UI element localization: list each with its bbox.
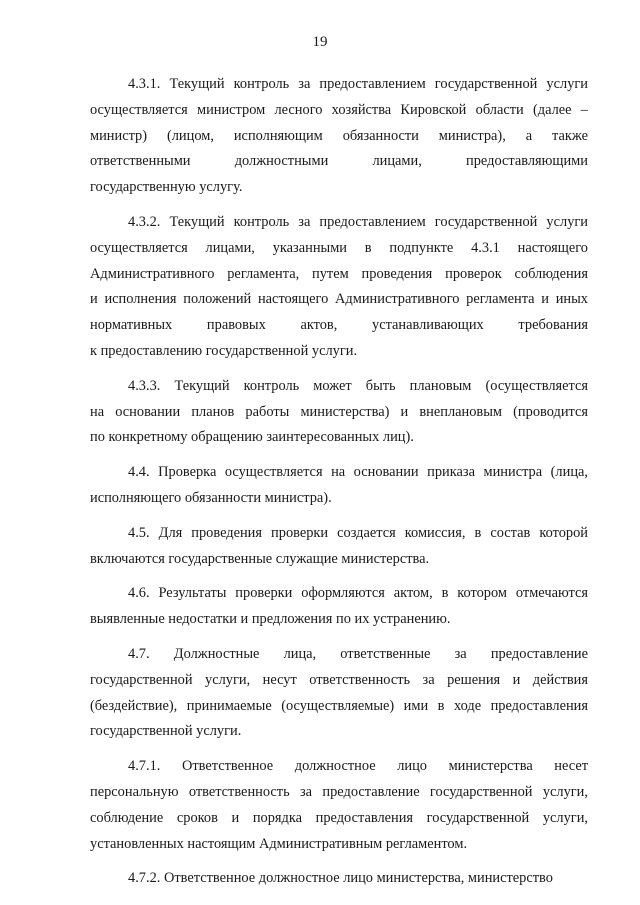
text-line: нормативных правовых актов, устанавливающих требования <box>90 317 588 334</box>
text-line: государственной услуги. <box>90 723 242 740</box>
text-line: персональную ответственность за предоставление государственной услуги, <box>90 783 588 800</box>
text-line: 4.4. Проверка осуществляется на основании приказа министра (лица, <box>128 464 588 481</box>
paragraph-p431 <box>90 72 588 201</box>
paragraph-p472 <box>90 866 588 892</box>
text-line: 4.5. Для проведения проверки создается комиссия, в состав которой <box>128 524 588 541</box>
paragraph-p471 <box>90 754 588 857</box>
text-line: 4.7.1. Ответственное должностное лицо министерства несет <box>128 758 588 775</box>
text-line: 4.3.3. Текущий контроль может быть плановым (осуществляется <box>128 377 588 394</box>
paragraph-p46 <box>90 581 588 633</box>
paragraph-p44 <box>90 460 588 512</box>
paragraph-p432 <box>90 210 588 365</box>
text-line: соблюдение сроков и порядка предоставления государственной услуги, <box>90 809 588 826</box>
text-line: осуществляется лицами, указанными в подпункте 4.3.1 настоящего <box>90 239 588 256</box>
text-line: Административного регламента, путем проведения проверок соблюдения <box>90 265 588 282</box>
text-line: 4.7.2. Ответственное должностное лицо министерства, министерство <box>128 870 553 887</box>
text-line: 4.7. Должностные лица, ответственные за предоставление <box>128 645 588 662</box>
text-line: 4.3.1. Текущий контроль за предоставлением государственной услуги <box>128 76 588 92</box>
text-line: министр) (лицом, исполняющим обязанности министра), а также <box>90 127 588 144</box>
text-line: исполняющего обязанности министра). <box>90 489 332 506</box>
text-line: на основании планов работы министерства) и внеплановым (проводится <box>90 403 588 420</box>
paragraph-p45 <box>90 521 588 573</box>
text-line: 4.3.2. Текущий контроль за предоставлением государственной услуги <box>128 213 588 230</box>
text-line: установленных настоящим Административным регламентом. <box>90 835 468 852</box>
paragraph-p433 <box>90 374 588 451</box>
text-line: к предоставлению государственной услуги. <box>90 342 358 359</box>
text-line: (бездействие), принимаемые (осуществляемые) ими в ходе предоставления <box>90 697 588 714</box>
text-line: и исполнения положений настоящего Административного регламента и иных <box>90 291 588 308</box>
text-line: осуществляется министром лесного хозяйства Кировской области (далее – <box>90 101 588 118</box>
paragraph-p47 <box>90 642 588 745</box>
text-line: по конкретному обращению заинтересованных лиц). <box>90 429 414 446</box>
document-body <box>90 72 588 892</box>
text-line: выявленные недостатки и предложения по их устранению. <box>90 611 451 628</box>
text-line: государственную услугу. <box>90 179 243 196</box>
text-line: государственной услуги, несут ответственность за решения и действия <box>90 671 588 688</box>
page-number: 19 <box>312 34 328 50</box>
text-line: включаются государственные служащие министерства. <box>90 550 430 567</box>
text-line: 4.6. Результаты проверки оформляются актом, в котором отмечаются <box>128 585 588 602</box>
text-line: ответственными должностными лицами, предоставляющими <box>90 153 588 170</box>
